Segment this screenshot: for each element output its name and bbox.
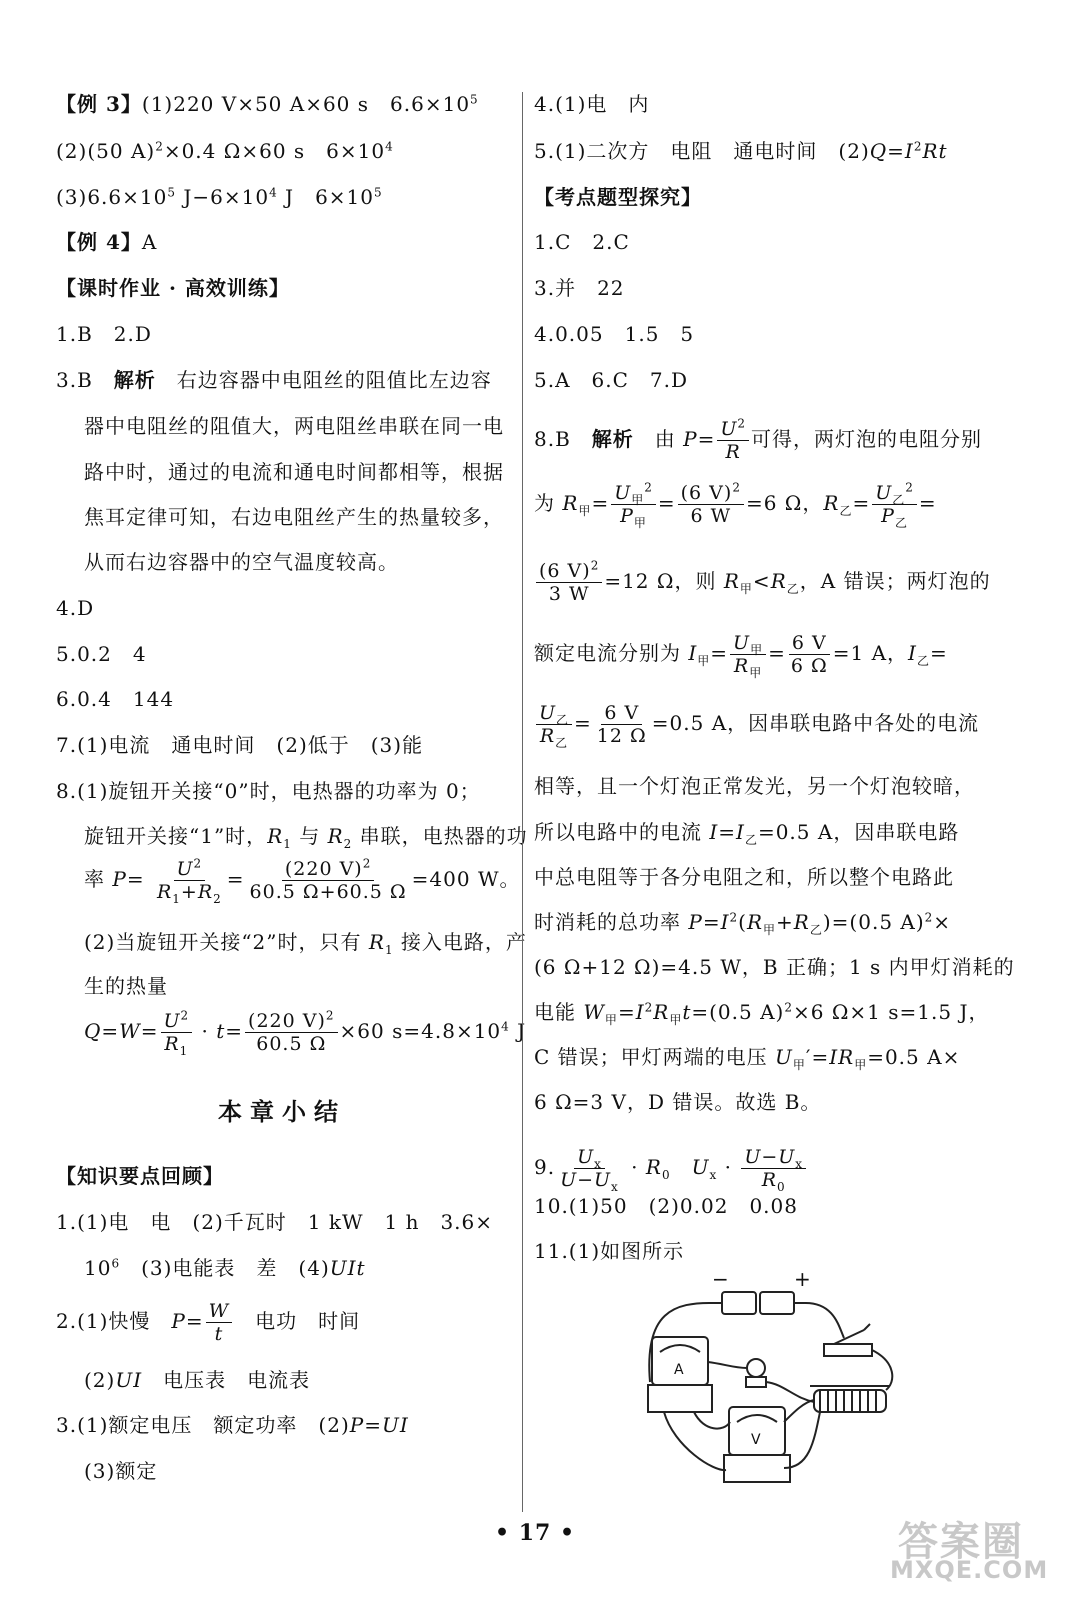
example-3-line-1: 【例 3】(1)220 V×50 A×60 s $6.6\times 10^5$ — [56, 92, 479, 116]
ammeter-label: A — [674, 1362, 685, 1378]
answer-8-line: 8.B 解析 由 P= $\frac{U^2}{R}$ 可得，两灯泡的电阻分别 — [534, 416, 983, 463]
chapter-summary-title: 本章小结 — [218, 1097, 346, 1126]
answer-line: 4.D — [56, 596, 95, 620]
answer-3-line: 3.B 解析 右边容器中电阻丝的阻值比左边容 — [56, 368, 492, 392]
review-line: $10^6$ (3)电能表 差 (4)UIt — [84, 1256, 366, 1280]
heat-formula-line: Q=W= $\frac{U^2}{R_1}$ · t= $\frac{(220 V)^2}{60.5 \Omega}$ ×60 $s=4.8\times 10^4$ J — [84, 1008, 527, 1058]
answer-line: 5.A 6.C 7.D — [534, 368, 689, 392]
explanation-line: 所以电路中的电流 $I=I_乙=0.5$ A，因串联电路 — [534, 820, 960, 847]
bulb — [747, 1359, 765, 1377]
answer-line: 4.0.05 1.5 5 — [534, 322, 695, 346]
explanation-line: 从而右边容器中的空气温度较高。 — [84, 550, 399, 574]
watermark-text: 答案圈 — [898, 1519, 1024, 1565]
review-line: 5.(1)二次方 电阻 通电时间 $(2)Q=I^2Rt$ — [534, 139, 948, 163]
fraction: $\frac{6 V}{6 \Omega}$ — [790, 632, 828, 677]
battery-cell — [760, 1292, 794, 1314]
switch-base — [824, 1344, 872, 1356]
answer-line: 3.并 22 — [534, 276, 625, 300]
fraction: $\frac{U_乙^2}{P_乙}$ — [872, 482, 917, 527]
answer-8-line: 旋钮开关接“1”时，$R_1$ 与 $R_2$ 串联，电热器的功 — [84, 824, 528, 851]
fraction: $\frac{6 V}{12 \Omega}$ — [596, 702, 647, 747]
answer-8-line: 生的热量 — [84, 974, 168, 998]
review-line: (2)UI 电压表 电流表 — [84, 1368, 311, 1392]
battery-positive-label: + — [794, 1272, 812, 1291]
example-4-line: 【例 4】A — [56, 230, 158, 254]
battery-cell — [722, 1292, 756, 1314]
answer-8-formula-line: $\frac{(6 V)^2}{3 W}$ =12 Ω，则 $R_甲<R_乙$，A 错误；两灯泡的 — [534, 560, 991, 605]
review-line: (3)额定 — [84, 1459, 158, 1483]
voltmeter-label: V — [751, 1432, 762, 1448]
section-homework-heading: 【课时作业 · 高效训练】 — [56, 276, 290, 300]
section-explore-heading: 【考点题型探究】 — [534, 185, 702, 209]
review-line: 1.(1)电 电 (2)千瓦时 1 kW 1 h 3.6× — [56, 1210, 494, 1234]
circuit-diagram — [634, 1272, 904, 1492]
answer-line: 1.C 2.C — [534, 230, 630, 254]
fraction: $\frac{(220 V)^2}{60.5 \Omega+60.5 \Omega}$ — [249, 856, 407, 903]
page-number: • 17 • — [495, 1520, 576, 1546]
answer-line: 1.B 2.D — [56, 322, 152, 346]
battery-negative-label: − — [712, 1272, 730, 1291]
answer-line: 11.(1)如图所示 — [534, 1239, 685, 1263]
explanation-line: 路中时，通过的电流和通电时间都相等，根据 — [84, 460, 504, 484]
example-3-line-3: $(3)6.6\times 10^5$ $J-6\times 10^4$ J $6\times 10^5$ — [56, 185, 383, 209]
fraction: $\frac{U^2}{R_1}$ — [161, 1010, 193, 1055]
explanation-line: C 错误；甲灯两端的电压 $U_甲'=IR_甲=0.5$ A× — [534, 1045, 961, 1072]
answer-line: 7.(1)电流 通电时间 (2)低于 (3)能 — [56, 733, 424, 757]
explanation-line: 时消耗的总功率 $P=I^2(R_甲+R_乙)=(0.5$ A)$^2$× — [534, 910, 952, 937]
fraction: $\frac{U^2}{R_1+R_2}$ — [156, 856, 222, 906]
fraction: $\frac{(6 V)^2}{3 W}$ — [536, 560, 602, 605]
fraction: $\frac{U_乙}{R_乙}$ — [536, 702, 572, 747]
explanation-line: 6 Ω=3 V，D 错误。故选 B。 — [534, 1090, 822, 1114]
watermark — [880, 1510, 1065, 1590]
fraction: $\frac{(6 V)^2}{6 W}$ — [678, 482, 744, 527]
fraction: $\frac{U^2}{R}$ — [717, 418, 749, 463]
explanation-line: 焦耳定律可知，右边电阻丝产生的热量较多， — [84, 505, 504, 529]
power-formula-line: 率 P= $\frac{U^2}{R_1+R_2}$ = $\frac{(220 V)^2}{60.5 \Omega+60.5 \Omega}$ =400 W。 — [84, 856, 521, 906]
section-review-heading: 【知识要点回顾】 — [56, 1164, 224, 1188]
explanation-line: 电能 $W_甲=I^2R_甲t=(0.5$ A)$^2$×6 Ω×1 s=1.5 J， — [534, 1000, 990, 1027]
answer-8-line: (2)当旋钮开关接“2”时，只有 $R_1$ 接入电路，产 — [84, 930, 527, 957]
answer-8-line: 8.(1)旋钮开关接“0”时，电热器的功率为 0； — [56, 779, 481, 803]
review-line: 3.(1)额定电压 额定功率 (2)P=UI — [56, 1413, 409, 1437]
answer-8-formula-line: 额定电流分别为 $I_甲=$ $\frac{U_甲}{R_甲}$ = $\frac{6 V}{6 \Omega}$ =1 A，$I_乙=$ — [534, 632, 948, 680]
fraction: $\frac{U-U_x}{R_0}$ — [741, 1146, 806, 1191]
explanation-line: 器中电阻丝的阻值大，两电阻丝串联在同一电 — [84, 414, 504, 438]
answer-line: 6.0.4 144 — [56, 687, 175, 711]
answer-line: 10.(1)50 (2)0.02 0.08 — [534, 1194, 798, 1218]
fraction: $\frac{U_甲}{R_甲}$ — [730, 632, 766, 677]
fraction: $\frac{W}{t}$ — [206, 1300, 233, 1345]
review-line: 2.(1)快慢 P= $\frac{W}{t}$ 电功 时间 — [56, 1300, 361, 1345]
watermark-url: MXQE.COM — [890, 1556, 1049, 1584]
review-line: 4.(1)电 内 — [534, 92, 650, 116]
answer-9-line: 9. $\frac{U_x}{U-U_x}$ · $R_0$ $U_x$ · $\frac{U-U_x}{R_0}$ — [534, 1146, 808, 1191]
example-3-line-2: (2)(50 A)$^2$×0.4 Ω×60 s $6\times 10^4$ — [56, 139, 394, 163]
answer-line: 5.0.2 4 — [56, 642, 147, 666]
column-divider — [522, 92, 523, 1512]
explanation-line: 中总电阻等于各分电阻之和，所以整个电路此 — [534, 865, 954, 889]
answer-8-formula-line: 为 $R_甲=$ $\frac{U_甲^2}{P_甲}$ = $\frac{(6 V)^2}{6 W}$ =6 Ω，$R_乙=$ $\frac{U_乙^2}{P_乙}$ = — [534, 480, 937, 530]
fraction: $\frac{U_甲^2}{P_甲}$ — [611, 482, 656, 527]
explanation-line: 相等，且一个灯泡正常发光，另一个灯泡较暗， — [534, 774, 975, 798]
explanation-line: (6 Ω+12 Ω)=4.5 W，B 正确；1 s 内甲灯消耗的 — [534, 955, 1015, 979]
fraction: $\frac{(220 V)^2}{60.5 \Omega}$ — [245, 1010, 338, 1055]
answer-8-formula-line: $\frac{U_乙}{R_乙}$ = $\frac{6 V}{12 \Omega}$ =0.5 A，因串联电路中各处的电流 — [534, 702, 979, 747]
fraction: $\frac{U_x}{U-U_x}$ — [560, 1146, 619, 1194]
